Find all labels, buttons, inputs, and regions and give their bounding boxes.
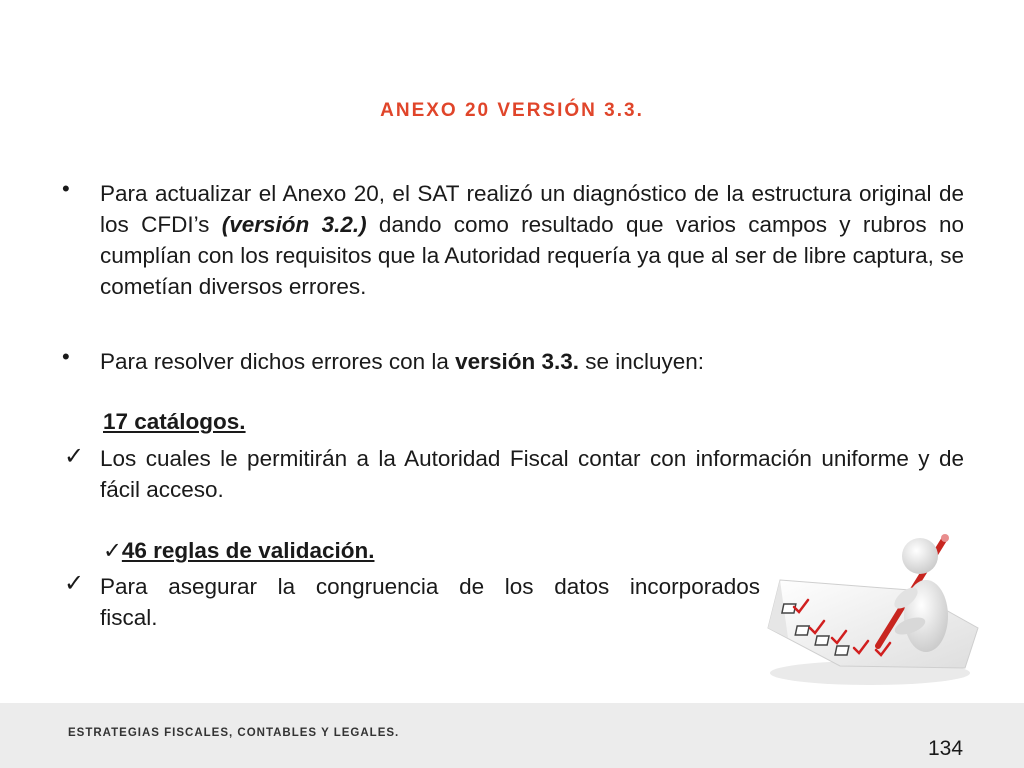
rules-heading: ✓46 reglas de validación. — [103, 538, 375, 563]
bullet-paragraph-2 — [100, 346, 964, 377]
footer-text: ESTRATEGIAS FISCALES, CONTABLES Y LEGALES. — [68, 727, 400, 739]
bullet2-text-a: Para resolver dichos errores con la — [100, 349, 456, 374]
check-icon: ✓ — [64, 570, 85, 597]
catalogs-heading: 17 catálogos. — [103, 409, 246, 434]
check-icon: ✓ — [64, 443, 85, 470]
bullet1-version: (versión 3.2.) — [221, 212, 367, 237]
bullet1-text-a: Para actualizar el Anexo 20, el SAT realizó un diagnóstico de la estructura original de los CFDI’s — [100, 181, 964, 237]
rules-paragraph-line1: Para asegurar la congruencia de los datos incorporados — [100, 574, 760, 599]
bullet2-version: versión 3.3. — [455, 349, 579, 374]
footer-bar — [0, 703, 1024, 768]
checklist-illustration — [760, 528, 980, 688]
bullet1-text-c: dando como resultado que varios campos y rubros no cumplían con los requisitos que la Autoridad requería ya que al ser de libre captura, se cometían diversos errores. — [100, 212, 964, 299]
slide-title: ANEXO 20 VERSIÓN 3.3. — [380, 100, 644, 121]
bullet-marker: • — [62, 344, 70, 369]
bullet-paragraph-1 — [100, 178, 964, 302]
bullet-marker: • — [62, 176, 70, 201]
rules-paragraph-line2: fiscal. — [100, 605, 158, 630]
catalogs-paragraph: Los cuales le permitirán a la Autoridad Fiscal contar con información uniforme y de fácil acceso. — [100, 446, 964, 502]
page-number: 134 — [928, 737, 964, 760]
bullet2-text-c: se incluyen: — [578, 349, 705, 374]
check-icon: ✓ — [103, 538, 122, 563]
